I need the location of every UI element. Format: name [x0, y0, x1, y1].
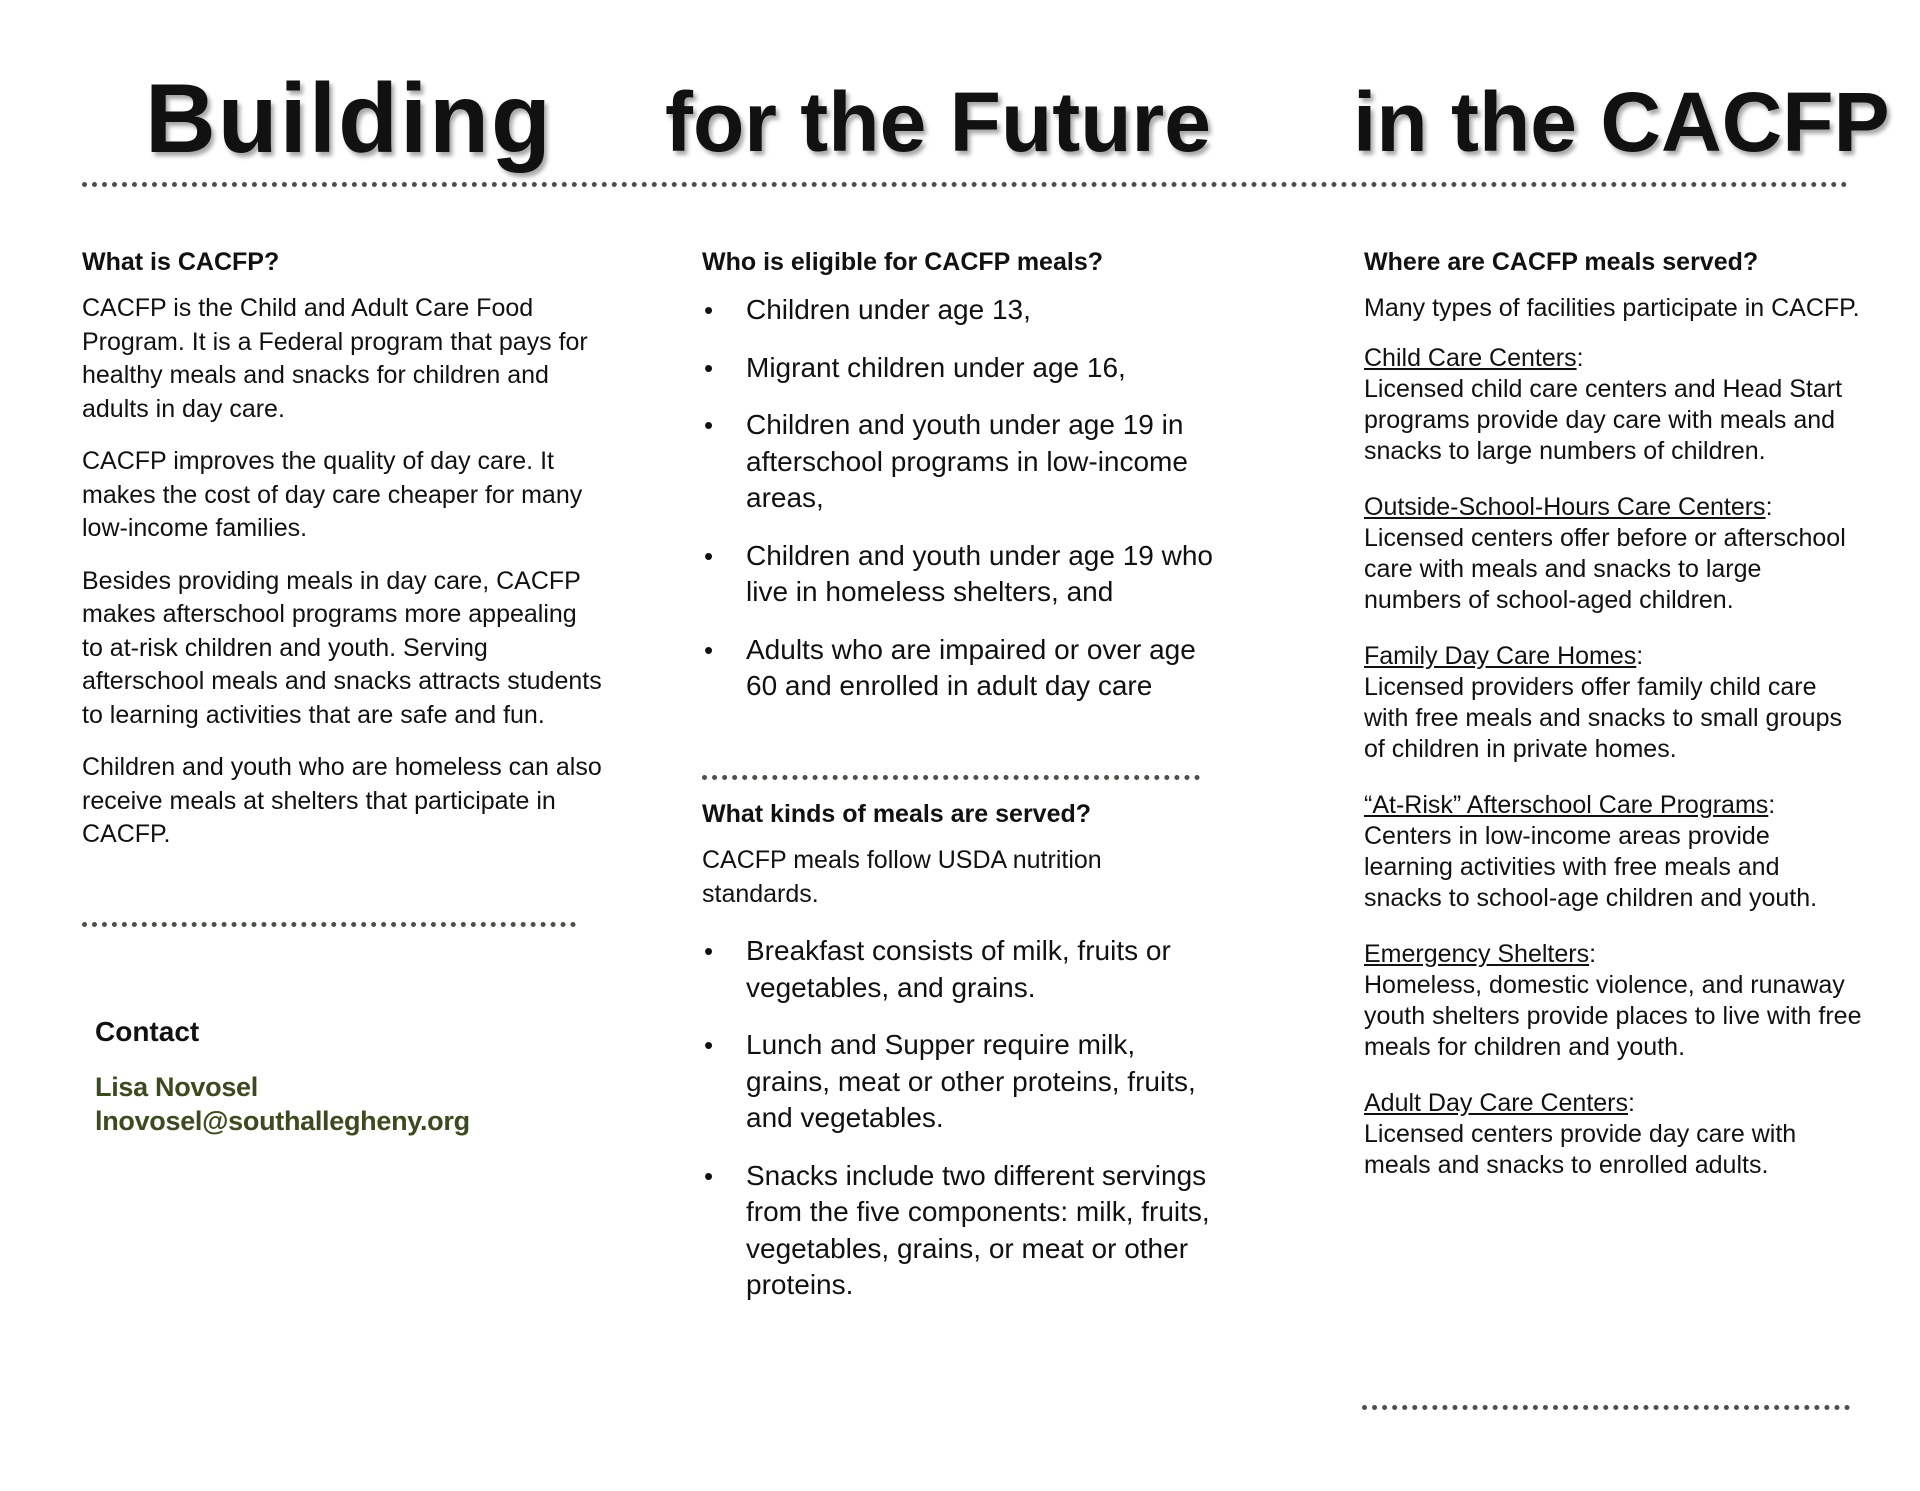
list-item — [702, 632, 1222, 705]
list-item — [702, 350, 1222, 387]
section-divider — [702, 775, 1200, 780]
bullet-icon: • — [704, 540, 714, 571]
list-item-text: Migrant children under age 16, — [746, 351, 1126, 383]
bullet-icon: • — [704, 295, 714, 325]
column-meals — [702, 798, 1222, 1325]
column-divider — [1362, 1405, 1850, 1410]
section-heading-meals: What kinds of meals are served? — [702, 800, 1092, 828]
facility-description: Centers in low-income areas provide learning activities with free meals and snacks to school-age children and youth. — [1364, 822, 1818, 912]
paragraph: CACFP is the Child and Adult Care Food Program. It is a Federal program that pays for healthy meals and snacks for children and adults in day care. — [82, 294, 588, 423]
title-divider — [82, 182, 1848, 187]
facility-name: Outside-School-Hours Care Centers — [1364, 493, 1766, 521]
section-heading-where-served: Where are CACFP meals served? — [1364, 248, 1759, 276]
list-item-text: Adults who are impaired or over age 60 and enrolled in adult day care — [746, 633, 1196, 701]
facility-item: Child Care Centers: Licensed child care centers and Head Start programs provide day care with meals and snacks to large numbers of children. — [1364, 344, 1843, 465]
bullet-icon: • — [704, 1030, 714, 1060]
facility-name: “At-Risk” Afterschool Care Programs — [1364, 791, 1769, 819]
column-divider — [82, 922, 576, 927]
list-item — [702, 1158, 1222, 1304]
bullet-icon: • — [704, 936, 714, 966]
column-eligibility — [702, 246, 1222, 726]
contact-block — [95, 1016, 470, 1138]
section-heading-eligibility: Who is eligible for CACFP meals? — [702, 248, 1103, 276]
paragraph: Children and youth who are homeless can also receive meals at shelters that participate in CACFP. — [82, 753, 602, 848]
paragraph: CACFP improves the quality of day care. It makes the cost of day care cheaper for many low-income families. — [82, 447, 583, 542]
title-building: Building — [145, 63, 553, 173]
list-item — [702, 538, 1222, 611]
list-item-text: Lunch and Supper require milk, grains, meat or other proteins, fruits, and vegetables. — [746, 1029, 1196, 1133]
facility-item: Emergency Shelters: Homeless, domestic violence, and runaway youth shelters provide places to live with free meals for children and youth. — [1364, 940, 1862, 1061]
list-item-text: Snacks include two different servings from the five components: milk, fruits, vegetables, grains, or meat or other proteins. — [746, 1159, 1210, 1300]
list-item-text: Breakfast consists of milk, fruits or vegetables, and grains. — [746, 935, 1171, 1003]
facility-item: Family Day Care Homes: Licensed providers offer family child care with free meals and snacks to small groups of children in private homes. — [1364, 642, 1842, 763]
facility-name: Child Care Centers — [1364, 344, 1577, 372]
section-heading-what-is-cacfp: What is CACFP? — [82, 248, 280, 276]
title-for-the-future: for the Future — [665, 75, 1211, 169]
list-item-text: Children and youth under age 19 who live in homeless shelters, and — [746, 539, 1214, 607]
contact-name: Lisa Novosel — [95, 1072, 258, 1102]
page-title — [0, 62, 1920, 172]
list-item-text: Children under age 13, — [746, 294, 1031, 325]
facility-description: Licensed child care centers and Head Start programs provide day care with meals and snacks to large numbers of children. — [1364, 375, 1843, 465]
list-item — [702, 933, 1222, 1006]
bullet-icon: • — [704, 410, 714, 440]
bullet-icon: • — [704, 352, 714, 383]
facility-item: Adult Day Care Centers: Licensed centers provide day care with meals and snacks to enrolled adults. — [1364, 1089, 1797, 1179]
list-item — [702, 292, 1222, 329]
paragraph: Besides providing meals in day care, CACFP makes afterschool programs more appealing to at-risk children and youth. Serving afterschool meals and snacks attracts students to learning activities that are safe and fun. — [82, 566, 602, 729]
facility-item: “At-Risk” Afterschool Care Programs: Centers in low-income areas provide learning activities with free meals and snacks to school-age children and youth. — [1364, 791, 1818, 912]
bullet-icon: • — [704, 1160, 714, 1191]
list-item-text: Children and youth under age 19 in afterschool programs in low-income areas, — [746, 409, 1188, 513]
facility-item: Outside-School-Hours Care Centers: Licensed centers offer before or afterschool care with meals and snacks to large numbers of school-aged children. — [1364, 493, 1846, 614]
column-where-served — [1364, 246, 1864, 1206]
eligibility-list — [702, 292, 1222, 705]
facility-description: Licensed providers offer family child care with free meals and snacks to small groups of children in private homes. — [1364, 673, 1842, 763]
facility-name: Family Day Care Homes — [1364, 642, 1637, 670]
contact-heading: Contact — [95, 1016, 200, 1047]
meals-list — [702, 933, 1222, 1304]
list-item — [702, 1027, 1222, 1137]
facility-description: Homeless, domestic violence, and runaway youth shelters provide places to live with free meals for children and youth. — [1364, 971, 1862, 1061]
title-in-the-cacfp: in the CACFP — [1353, 75, 1890, 169]
paragraph: CACFP meals follow USDA nutrition standards. — [702, 846, 1102, 908]
facility-name: Adult Day Care Centers — [1364, 1089, 1629, 1117]
paragraph: Many types of facilities participate in CACFP. — [1364, 294, 1860, 322]
facility-description: Licensed centers provide day care with meals and snacks to enrolled adults. — [1364, 1120, 1797, 1179]
facility-name: Emergency Shelters — [1364, 940, 1590, 968]
column-what-is-cacfp — [82, 246, 602, 871]
bullet-icon: • — [704, 634, 714, 665]
list-item — [702, 407, 1222, 517]
facility-description: Licensed centers offer before or afterschool care with meals and snacks to large numbers of school-aged children. — [1364, 524, 1846, 614]
contact-email-link[interactable]: lnovosel@southallegheny.org — [95, 1106, 470, 1136]
